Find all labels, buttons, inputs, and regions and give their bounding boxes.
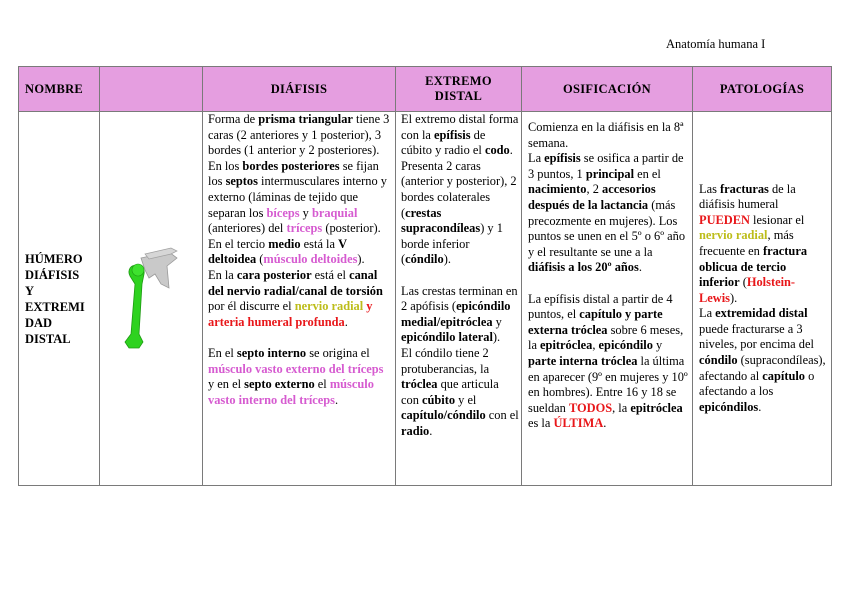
document-header: Anatomía humana I (666, 37, 766, 51)
text-olive: nervio radial (294, 299, 364, 314)
text-red: TODOS (568, 400, 613, 415)
text-bold: epífisis (434, 127, 471, 142)
text: . (429, 423, 433, 438)
nombre-line: DISTAL (25, 331, 71, 346)
text: El extremo distal forma con la (401, 112, 519, 142)
text: de la diáfisis humeral (699, 181, 796, 212)
text: (anteriores) del (208, 221, 287, 236)
text: . (335, 392, 339, 407)
diafisis-paragraph-2 (208, 159, 392, 237)
cell-osificacion (522, 112, 693, 486)
text-red: PUEDEN (699, 212, 750, 227)
col-header-nombre: NOMBRE (19, 67, 100, 112)
humerus-head (132, 264, 144, 276)
col-header-osificacion: OSIFICACIÓN (522, 67, 693, 112)
osificacion-paragraph-2 (528, 151, 690, 276)
text: la última en aparecer (9º en mujeres y 10º en hombres). Entre 16 y 18 se sueldan (528, 353, 688, 415)
col-header-extremo-line2: DISTAL (434, 89, 483, 103)
text: con el (485, 408, 519, 423)
col-header-extremo-line1: EXTREMO (425, 74, 492, 88)
nombre-line: EXTREMI (25, 299, 85, 314)
text: y (652, 338, 663, 353)
text: Forma de (208, 112, 259, 126)
text: La (528, 151, 545, 166)
nombre-line: DIÁFISIS (25, 267, 80, 282)
text: En el (208, 345, 237, 360)
text-bold: epitróclea (540, 338, 593, 353)
text: ). (443, 252, 451, 267)
table-row (19, 112, 832, 486)
cell-image (100, 112, 203, 486)
text-bold: codo (484, 143, 510, 158)
text: , más frecuente en (699, 228, 794, 258)
text: La epífisis distal a partir de 4 puntos, el (528, 291, 673, 322)
text: que articula con (401, 377, 499, 407)
text-pink: braquial (311, 205, 358, 220)
text: intermusculares interno y externo (láminas de tejido que separan los (208, 174, 387, 220)
text: y (492, 314, 502, 329)
text: y (299, 205, 312, 220)
text-bold: accesorios después de la lactancia (528, 182, 656, 212)
text: . (344, 314, 348, 329)
text: sobre 6 meses, la (528, 322, 684, 353)
text: y el (455, 392, 477, 407)
text-red: y arteria humeral profunda (208, 299, 373, 329)
text: está el (311, 267, 350, 282)
text: es la (528, 416, 554, 431)
cell-extremo-distal (396, 112, 522, 486)
col-header-extremo-distal (396, 67, 522, 112)
text-bold: extremidad distal (715, 306, 808, 321)
text: En los (208, 158, 243, 173)
text: de cúbito y radio el (401, 127, 486, 158)
text-bold: capítulo/cóndilo (401, 408, 486, 423)
text: se origina el (306, 345, 370, 360)
patologias-paragraph-2 (699, 306, 829, 415)
text: El cóndilo tiene 2 protuberancias, la (401, 345, 490, 376)
extremo-paragraph-3 (401, 284, 519, 346)
col-header-diafisis: DIÁFISIS (203, 67, 396, 112)
spacer (528, 276, 690, 292)
humerus-illustration (111, 244, 191, 354)
text: y en el (208, 377, 245, 392)
spacer (401, 268, 519, 284)
text-bold: tróclea (401, 377, 438, 392)
text-olive: nervio radial (699, 228, 768, 243)
text: (más precozmente en mujeres). Los puntos se unen en el 5º o 6º año y el resultante se une a la (528, 197, 686, 259)
text: Las (699, 181, 720, 196)
text: Las crestas terminan en 2 apófisis ( (401, 283, 518, 314)
nombre-line: DAD (25, 315, 53, 330)
text-bold: epífisis (544, 151, 581, 166)
col-header-empty (100, 67, 203, 112)
text: (supracondíleas), afectando al (699, 353, 826, 383)
diafisis-paragraph-1 (208, 112, 392, 159)
nombre-line: Y (25, 283, 35, 298)
text: ( (256, 252, 264, 267)
text: (posterior). (322, 221, 381, 236)
anatomy-table (18, 66, 832, 486)
text-bold: fracturas (720, 181, 769, 196)
text: . (638, 260, 642, 275)
text: Presenta 2 caras (anterior y posterior), 2 bordes colaterales ( (401, 158, 517, 220)
text: el (314, 377, 330, 392)
text-bold: septos (225, 174, 258, 189)
text: En el tercio (208, 236, 269, 251)
text-bold: crestas supracondíleas (401, 205, 481, 236)
text: . (509, 143, 513, 158)
text-pink: tríceps (286, 221, 323, 236)
text: lesionar el (749, 212, 805, 227)
text-bold: bordes posteriores (242, 158, 340, 173)
text-bold: epicóndilo lateral (401, 330, 493, 345)
text: por él discurre el (208, 299, 295, 314)
text-bold: canal del nervio radial/canal de torsión (208, 267, 383, 298)
text-bold: radio (401, 423, 430, 438)
text: ). (492, 330, 501, 345)
text-bold: capítulo (762, 368, 805, 383)
extremo-paragraph-4 (401, 346, 519, 440)
text-pink: músculo vasto interno del tríceps (208, 377, 374, 407)
text: se fijan los (208, 158, 379, 189)
cell-nombre (19, 112, 100, 486)
diafisis-paragraph-5 (208, 346, 392, 408)
text-bold: nacimiento (528, 182, 587, 197)
osificacion-paragraph-3 (528, 292, 690, 432)
text: En la (208, 267, 237, 282)
text-bold: cúbito (422, 392, 456, 407)
cell-diafisis (203, 112, 396, 486)
text: La (699, 306, 716, 321)
nombre-line: HÚMERO (25, 251, 83, 266)
text: ). (729, 290, 738, 305)
text: puede fracturarse a 3 niveles, por encima del (699, 321, 814, 352)
text-bold: epicóndilo medial/epitróclea (401, 299, 511, 329)
humerus-shape (125, 265, 144, 347)
col-header-patologias: PATOLOGÍAS (693, 67, 832, 112)
text-bold: septo externo (244, 377, 315, 392)
text: ). (357, 252, 365, 267)
text: tiene 3 caras (2 anteriores y 1 posterior), 3 bordes (1 anterior y 2 posteriores). (208, 112, 390, 158)
text-bold: principal (585, 166, 635, 181)
spacer (208, 330, 392, 346)
text-pink: bíceps (266, 205, 300, 220)
text: . (603, 416, 607, 431)
text-pink: músculo deltoides (263, 252, 358, 267)
text-pink: músculo vasto externo del tríceps (208, 361, 384, 376)
extremo-paragraph-1 (401, 112, 519, 159)
diafisis-paragraph-4 (208, 268, 392, 330)
cell-patologias (693, 112, 832, 486)
text: , 2 (586, 182, 603, 197)
text: ( (739, 275, 747, 290)
osificacion-paragraph-1: Comienza en la diáfisis en la 8ª semana. (528, 120, 684, 150)
text: en el (634, 166, 661, 181)
text: , (592, 338, 599, 353)
text: , la (612, 400, 631, 415)
text-bold: fractura oblicua de tercio inferior (699, 243, 808, 290)
text: . (758, 399, 762, 414)
text-bold: parte interna tróclea (528, 353, 638, 368)
text-bold: septo interno (236, 345, 307, 360)
extremo-paragraph-2 (401, 159, 519, 268)
text-bold: epicóndilo (598, 338, 653, 353)
text-bold: cara posterior (236, 267, 312, 282)
text-bold: medio (268, 236, 301, 251)
text-bold: epitróclea (630, 400, 683, 415)
text-red: Holstein-Lewis (699, 275, 796, 305)
scapula-shape (141, 252, 177, 288)
text: está la (300, 236, 339, 251)
text-bold: cóndilo (405, 252, 444, 267)
text: ) y 1 borde inferior ( (401, 221, 503, 267)
text-red: ÚLTIMA (553, 416, 604, 431)
text-bold: prisma triangular (258, 112, 353, 126)
text: o afectando a los (699, 368, 815, 399)
text-bold: V deltoidea (208, 236, 347, 267)
text-bold: epicóndilos (699, 399, 759, 414)
patologias-paragraph-1 (699, 182, 829, 307)
text: se osifica a partir de 3 puntos, 1 (528, 151, 684, 181)
text-bold: diáfisis a los 20º años (528, 260, 639, 275)
text-bold: capítulo y parte externa tróclea (528, 307, 663, 337)
diafisis-paragraph-3 (208, 237, 392, 268)
text-bold: cóndilo (699, 353, 738, 368)
table-header-row (19, 67, 832, 112)
